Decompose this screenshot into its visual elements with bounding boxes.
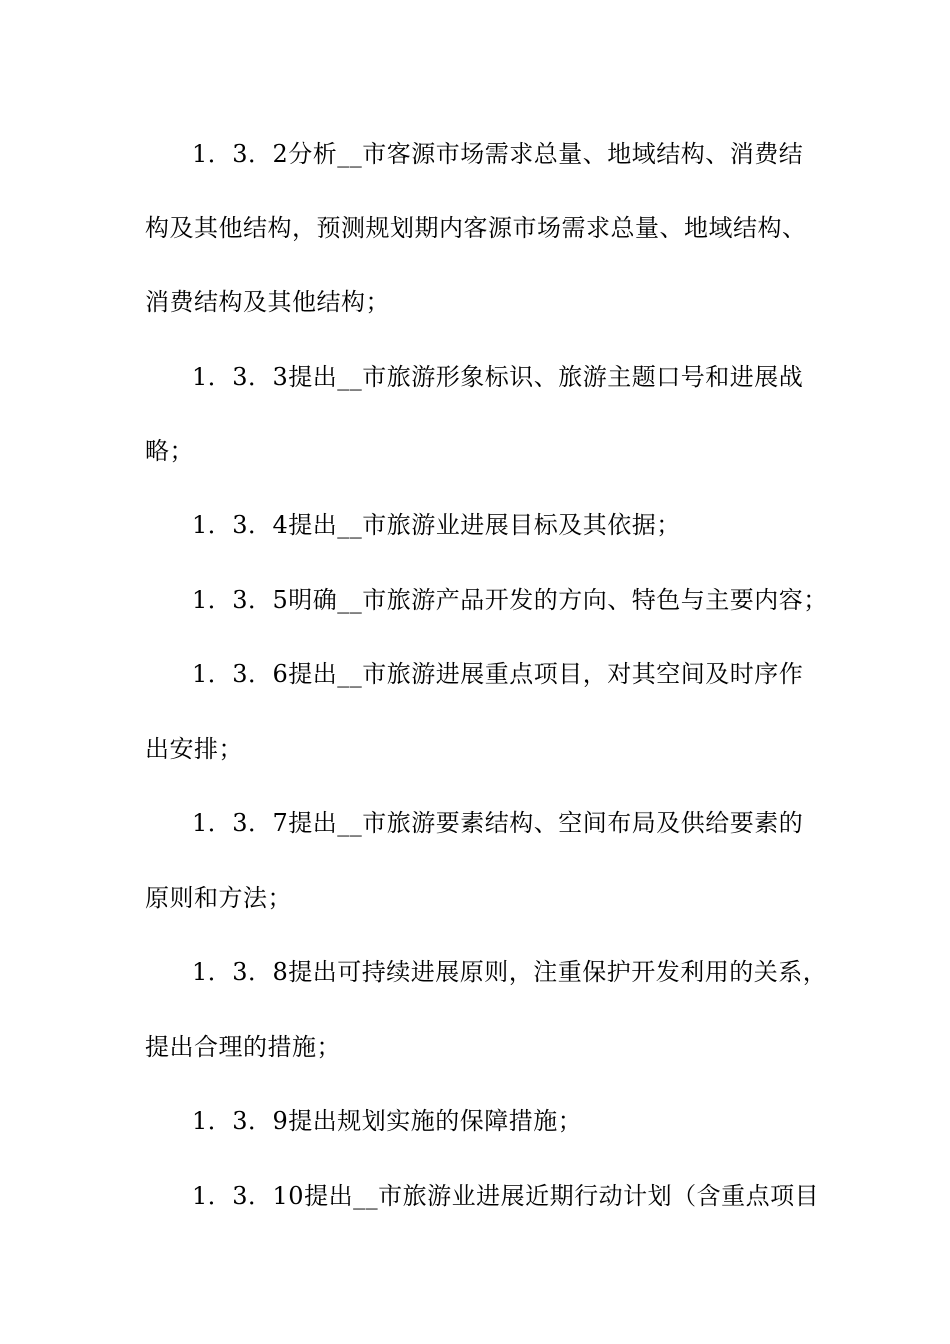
paragraph-8-line-1: 1．3．9提出规划实施的保障措施； bbox=[192, 1107, 583, 1135]
paragraph-1-line-2: 构及其他结构，预测规划期内客源市场需求总量、地域结构、 bbox=[145, 214, 807, 242]
paragraph-4-line-1: 1．3．5明确__市旅游产品开发的方向、特色与主要内容； bbox=[192, 586, 828, 614]
paragraph-1-line-1: 1．3．2分析__市客源市场需求总量、地域结构、消费结 bbox=[192, 140, 804, 168]
paragraph-1-line-3: 消费结构及其他结构； bbox=[145, 288, 390, 316]
paragraph-6-line-2: 原则和方法； bbox=[145, 884, 292, 912]
paragraph-5-line-2: 出安排； bbox=[145, 735, 243, 763]
paragraph-2-line-2: 略； bbox=[145, 437, 194, 465]
paragraph-7-line-2: 提出合理的措施； bbox=[145, 1033, 341, 1061]
paragraph-2-line-1: 1．3．3提出__市旅游形象标识、旅游主题口号和进展战 bbox=[192, 363, 804, 391]
paragraph-3-line-1: 1．3．4提出__市旅游业进展目标及其依据； bbox=[192, 511, 681, 539]
paragraph-5-line-1: 1．3．6提出__市旅游进展重点项目，对其空间及时序作 bbox=[192, 660, 804, 688]
paragraph-9-line-1: 1．3．10提出__市旅游业进展近期行动计划（含重点项目 bbox=[192, 1182, 820, 1210]
paragraph-7-line-1: 1．3．8提出可持续进展原则，注重保护开发利用的关系， bbox=[192, 958, 828, 986]
paragraph-6-line-1: 1．3．7提出__市旅游要素结构、空间布局及供给要素的 bbox=[192, 809, 804, 837]
